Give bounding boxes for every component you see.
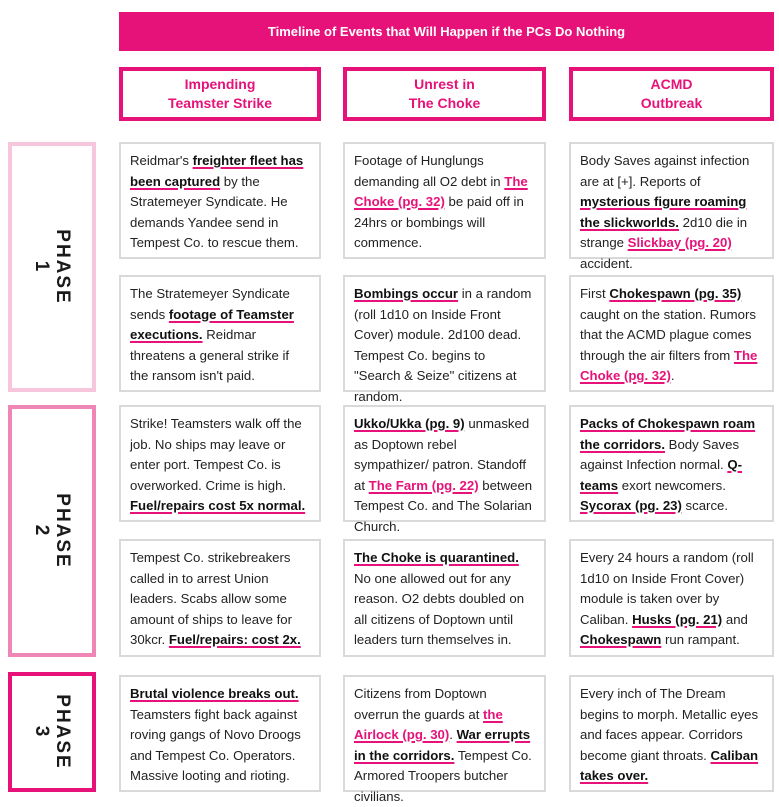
event-highlight: War errupts in the corridors. [354,727,531,763]
event-text: exort newcomers. [618,477,726,493]
column-header-line1: Impending [184,76,256,92]
event-text: caught on the station. Rumors that the ACMD plague comes through the air filters from [580,306,756,363]
event-text: by the Stratemeyer Syndicate. He demands Yandee send in Tempest Co. to rescue them. [130,173,299,250]
event-cell-phase3-choke [343,675,546,804]
phase-word: PHASE [52,229,73,305]
event-highlight: Chokespawn [580,632,662,647]
event-highlight: The Choke is quarantined. [354,550,519,565]
phase-number: 3 [31,725,52,739]
timeline-title: Timeline of Events that Will Happen if the PCs Do Nothing [119,12,774,51]
page-reference-link[interactable]: Slickbay (pg. 20) [627,235,732,250]
column-header-line1: Unrest in [414,76,475,92]
event-text: accident. [580,255,633,271]
page-reference-link[interactable]: The Choke (pg. 32) [354,173,528,209]
event-text: No one allowed out for any reason. O2 debts doubled on all citizens of Doptown until leaders turn themselves in. [354,570,525,647]
event-highlight: footage of Teamster executions. [130,306,294,342]
event-text: be paid off in 24hrs or bombings will commence. [354,194,524,250]
event-cell-phase1-acmd-a [569,142,774,271]
event-cell-phase1-choke-a [343,142,546,259]
event-cell-phase2-acmd-b [569,539,774,657]
event-text: Strike! Teamsters walk off the job. No ships may leave or enter port. Tempest Co. is overworked. Crime is high. [130,416,302,493]
column-header-line2: Teamster Strike [167,95,272,111]
event-highlight: Q-teams [580,457,742,493]
event-cell-phase2-choke-b [343,539,546,657]
event-text: Body Saves against Infection normal. [580,436,740,472]
event-highlight: Fuel/repairs: cost 2x. [168,632,301,647]
page-reference-link[interactable]: Sycorax (pg. 23) [580,498,682,513]
column-header-acmd-outbreak [569,67,774,121]
event-text: Every 24 hours a random (roll 1d10 on Inside Front Cover) module is taken over by Caliban. [580,550,754,627]
event-text: between Tempest Co. and The Solarian Church. [354,477,533,534]
event-text: Tempest Co. Armored Troopers butcher civilians. [354,747,532,804]
event-text: The Stratemeyer Syndicate sends [130,286,290,322]
event-cell-phase2-acmd-a [569,405,774,522]
event-text: Citizens from Doptown overrun the guards at [354,686,487,722]
phase-word: PHASE [52,493,73,569]
event-highlight: freighter fleet has been captured [130,153,304,189]
event-highlight: Brutal violence breaks out. [130,686,299,701]
phase-number: 1 [31,260,52,274]
page-reference-link[interactable]: The Choke (pg. 32) [580,347,758,383]
event-highlight: Caliban takes over. [580,747,759,783]
event-text: Every inch of The Dream begins to morph. Metallic eyes and faces appear. Corridors become giant throats. [580,686,759,763]
event-text: . [670,368,675,383]
phase-2-label [8,405,96,657]
page-reference-link[interactable]: Husks (pg. 21) [632,611,723,627]
phase-3-label [8,672,96,792]
event-text: Footage of Hunglungs demanding all O2 debt in [354,153,505,189]
column-header-line1: ACMD [650,76,693,92]
event-cell-phase2-strike-b [119,539,321,657]
event-cell-phase2-choke-a [343,405,546,534]
event-cell-phase1-strike-b [119,275,321,392]
column-header-teamster-strike [119,67,321,121]
event-text: Tempest Co. strikebreakers called in to arrest Union leaders. Scabs allow some amount of ships to leave for 30kcr. [130,550,293,647]
event-text: First [580,286,610,301]
event-cell-phase3-acmd [569,675,774,792]
column-header-line2: The Choke [408,95,481,111]
event-cell-phase3-strike [119,675,321,792]
event-text: . [449,727,457,742]
page-reference-link[interactable]: The Farm (pg. 22) [368,477,479,493]
event-text: run rampant. [661,632,740,647]
page-reference-link[interactable]: Chokespawn (pg. 35) [609,286,742,301]
event-cell-phase1-strike-a [119,142,321,259]
page-reference-link[interactable]: Ukko/Ukka (pg. 9) [354,416,465,431]
event-text: unmasked as Doptown rebel sympathizer/ patron. Standoff at [354,416,530,493]
event-highlight: Bombings occur [354,286,459,301]
page-reference-link[interactable]: the Airlock (pg. 30) [354,706,503,742]
phase-number: 2 [31,524,52,538]
event-text: Body Saves against infection are at [+]. Reports of [580,153,750,189]
event-highlight: mysterious figure roaming the slickworlds. [580,194,747,230]
event-text: scarce. [681,498,729,513]
event-text: 2d10 die in strange [580,214,748,250]
event-text: and [722,611,748,627]
column-header-unrest-choke [343,67,546,121]
event-text: in a random (roll 1d10 on Inside Front Cover) module. 2d100 dead. Tempest Co. begins to "Search & Seize" citizens at random. [354,286,532,404]
event-highlight: Fuel/repairs cost 5x normal. [130,498,306,513]
event-text: Reidmar's [130,153,193,168]
event-text: Reidmar threatens a general strike if the ransom isn't paid. [130,327,290,383]
event-text: Teamsters fight back against roving gangs of Novo Droogs and Tempest Co. Operators. Massive looting and rioting. [130,706,301,783]
column-header-line2: Outbreak [640,95,703,111]
event-highlight: Packs of Chokespawn roam the corridors. [580,416,756,452]
phase-1-label [8,142,96,392]
event-cell-phase2-strike-a [119,405,321,522]
event-cell-phase1-acmd-b [569,275,774,392]
event-cell-phase1-choke-b [343,275,546,404]
phase-word: PHASE [52,694,73,770]
